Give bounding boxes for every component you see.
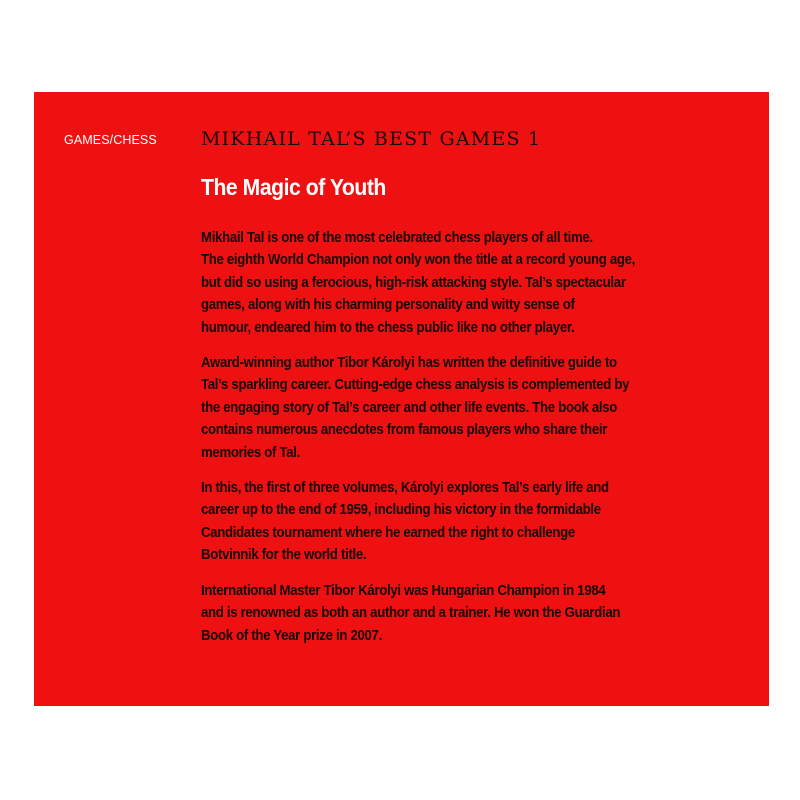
blurb: [201, 227, 711, 660]
book-title: The Magic of Youth: [201, 174, 386, 200]
back-cover-panel: [34, 92, 769, 706]
blurb-paragraph-1: Mikhail Tal is one of the most celebrated chess players of all time. The eighth World Champion not only won the title at a record young age, but did so using a ferocious, high-risk attacking style. Tal’s spectacular games, along with his charming personality and witty sense of humour, endeared him to the chess public like no other player.: [201, 229, 636, 336]
blurb-paragraph-3: In this, the first of three volumes, Károlyi explores Tal’s early life and career up to the end of 1959, including his victory in the formidable Candidates tournament where he earned the right to challenge Botvinnik for the world title.: [201, 479, 609, 564]
author-bio-paragraph: International Master Tibor Károlyi was Hungarian Champion in 1984 and is renowned as both an author and a trainer. He won the Guardian Book of the Year prize in 2007.: [201, 581, 621, 644]
series-title: MIKHAIL TAL’S BEST GAMES 1: [201, 128, 542, 150]
category-label: GAMES/CHESS: [64, 133, 157, 147]
blurb-paragraph-2: Award-winning author Tibor Károlyi has written the definitive guide to Tal’s sparkling career. Cutting-edge chess analysis is complemented by the engaging story of Tal’s career and other life events. The book also contains numerous anecdotes from famous players who share their memories of Tal.: [201, 354, 630, 461]
